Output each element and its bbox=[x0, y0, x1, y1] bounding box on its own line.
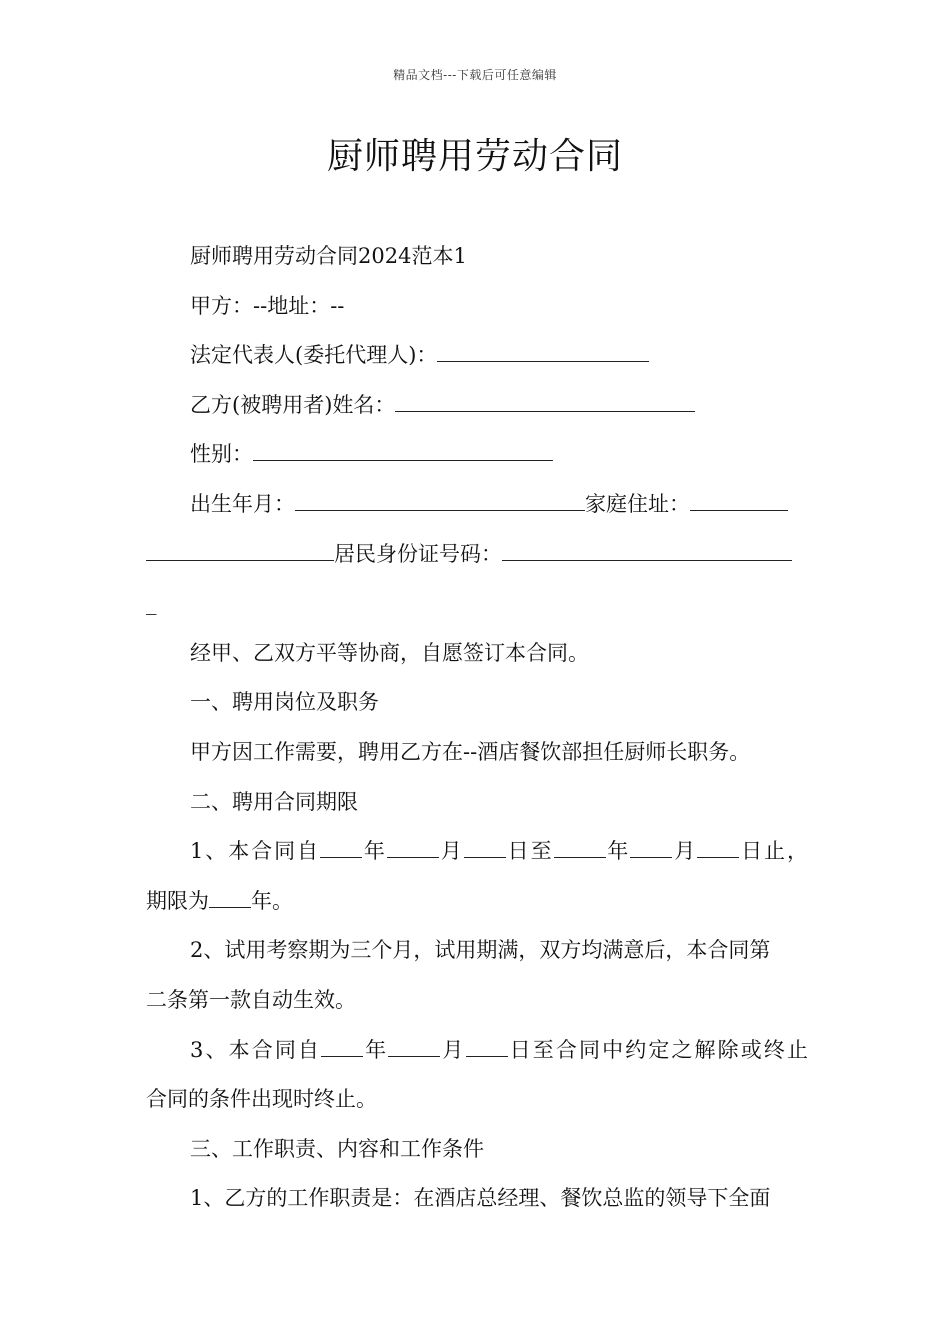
home-address-label: 家庭住址： bbox=[585, 491, 690, 516]
term-1-duration-b: 年。 bbox=[251, 888, 293, 913]
party-a-text: 甲方：--地址：-- bbox=[190, 293, 345, 318]
home-address-blank-continued[interactable] bbox=[146, 543, 334, 561]
document-title: 厨师聘用劳动合同 bbox=[326, 136, 623, 177]
heading-section-1 bbox=[146, 678, 808, 728]
paragraph-term-2-continued bbox=[146, 976, 808, 1026]
paragraph-term-3-continued bbox=[146, 1075, 808, 1125]
id-number-label: 居民身份证号码： bbox=[334, 541, 502, 566]
term-1-text-b: 年 bbox=[361, 839, 387, 864]
term-3-text-a: 3、本合同自 bbox=[190, 1037, 322, 1062]
term-3-text-d: 日至合同中约定之解除或终止 bbox=[507, 1037, 808, 1062]
term-2-text-continued: 二条第一款自动生效。 bbox=[146, 987, 356, 1012]
birth-date-blank[interactable] bbox=[295, 493, 585, 511]
heading-section-3 bbox=[146, 1125, 808, 1175]
section-1-text: 甲方因工作需要，聘用乙方在--酒店餐饮部担任厨师长职务。 bbox=[190, 739, 751, 764]
term-1-end-month-blank[interactable] bbox=[630, 840, 672, 858]
term-1-text-d: 日至 bbox=[505, 839, 554, 864]
home-address-blank[interactable] bbox=[690, 493, 788, 511]
duties-1-text: 1、乙方的工作职责是：在酒店总经理、餐饮总监的领导下全面 bbox=[190, 1186, 771, 1211]
term-1-end-year-blank[interactable] bbox=[554, 840, 606, 858]
gender-blank[interactable] bbox=[253, 443, 553, 461]
term-1-text-e: 年 bbox=[605, 839, 631, 864]
term-3-text-continued: 合同的条件出现时终止。 bbox=[146, 1087, 377, 1112]
paragraph-party-b-name bbox=[146, 381, 808, 431]
agreement-text: 经甲、乙双方平等协商，自愿签订本合同。 bbox=[190, 640, 589, 665]
term-1-start-year-blank[interactable] bbox=[320, 840, 362, 858]
contract-version-text: 厨师聘用劳动合同2024范本1 bbox=[190, 244, 467, 268]
paragraph-gender bbox=[146, 430, 808, 480]
document-body bbox=[146, 232, 808, 1224]
term-3-text-b: 年 bbox=[363, 1037, 389, 1062]
paragraph-term-1-duration bbox=[146, 877, 808, 927]
term-1-text-c: 月 bbox=[438, 839, 464, 864]
paragraph-contract-version bbox=[146, 232, 808, 282]
paragraph-term-3 bbox=[146, 1026, 808, 1076]
term-1-start-day-blank[interactable] bbox=[464, 840, 506, 858]
id-number-tail: _ bbox=[146, 591, 157, 616]
term-1-text-g: 日止， bbox=[739, 839, 808, 864]
legal-representative-label: 法定代表人(委托代理人)： bbox=[190, 343, 438, 368]
paragraph-birth-address bbox=[146, 480, 808, 530]
paragraph-term-1 bbox=[146, 827, 808, 877]
term-1-text-a: 1、本合同自 bbox=[190, 839, 320, 864]
term-1-duration-a: 期限为 bbox=[146, 888, 209, 913]
term-3-text-c: 月 bbox=[440, 1037, 466, 1062]
term-1-duration-blank[interactable] bbox=[209, 890, 251, 908]
paragraph-agreement bbox=[146, 629, 808, 679]
term-3-month-blank[interactable] bbox=[388, 1039, 440, 1057]
term-2-text: 2、试用考察期为三个月，试用期满，双方均满意后，本合同第 bbox=[190, 938, 771, 963]
section-1-heading: 一、聘用岗位及职务 bbox=[190, 690, 379, 715]
term-1-end-day-blank[interactable] bbox=[697, 840, 739, 858]
term-1-text-f: 月 bbox=[672, 839, 698, 864]
term-1-start-month-blank[interactable] bbox=[387, 840, 439, 858]
legal-representative-blank[interactable] bbox=[437, 344, 649, 362]
birth-date-label: 出生年月： bbox=[190, 491, 295, 516]
section-3-heading: 三、工作职责、内容和工作条件 bbox=[190, 1136, 484, 1161]
section-2-heading: 二、聘用合同期限 bbox=[190, 789, 358, 814]
paragraph-term-2 bbox=[146, 926, 808, 976]
paragraph-id-number-tail bbox=[146, 579, 808, 629]
paragraph-party-a bbox=[146, 282, 808, 332]
gender-label: 性别： bbox=[190, 442, 253, 467]
heading-section-2 bbox=[146, 778, 808, 828]
paragraph-section-1 bbox=[146, 728, 808, 778]
party-b-name-blank[interactable] bbox=[395, 394, 695, 412]
term-3-day-blank[interactable] bbox=[466, 1039, 508, 1057]
paragraph-id-number bbox=[146, 530, 808, 580]
paragraph-duties-1 bbox=[146, 1174, 808, 1224]
paragraph-legal-representative bbox=[146, 331, 808, 381]
header-note: 精品文档---下载后可任意编辑 bbox=[393, 68, 557, 82]
party-b-name-label: 乙方(被聘用者)姓名： bbox=[190, 392, 396, 417]
term-3-year-blank[interactable] bbox=[321, 1039, 363, 1057]
id-number-blank[interactable] bbox=[502, 543, 792, 561]
